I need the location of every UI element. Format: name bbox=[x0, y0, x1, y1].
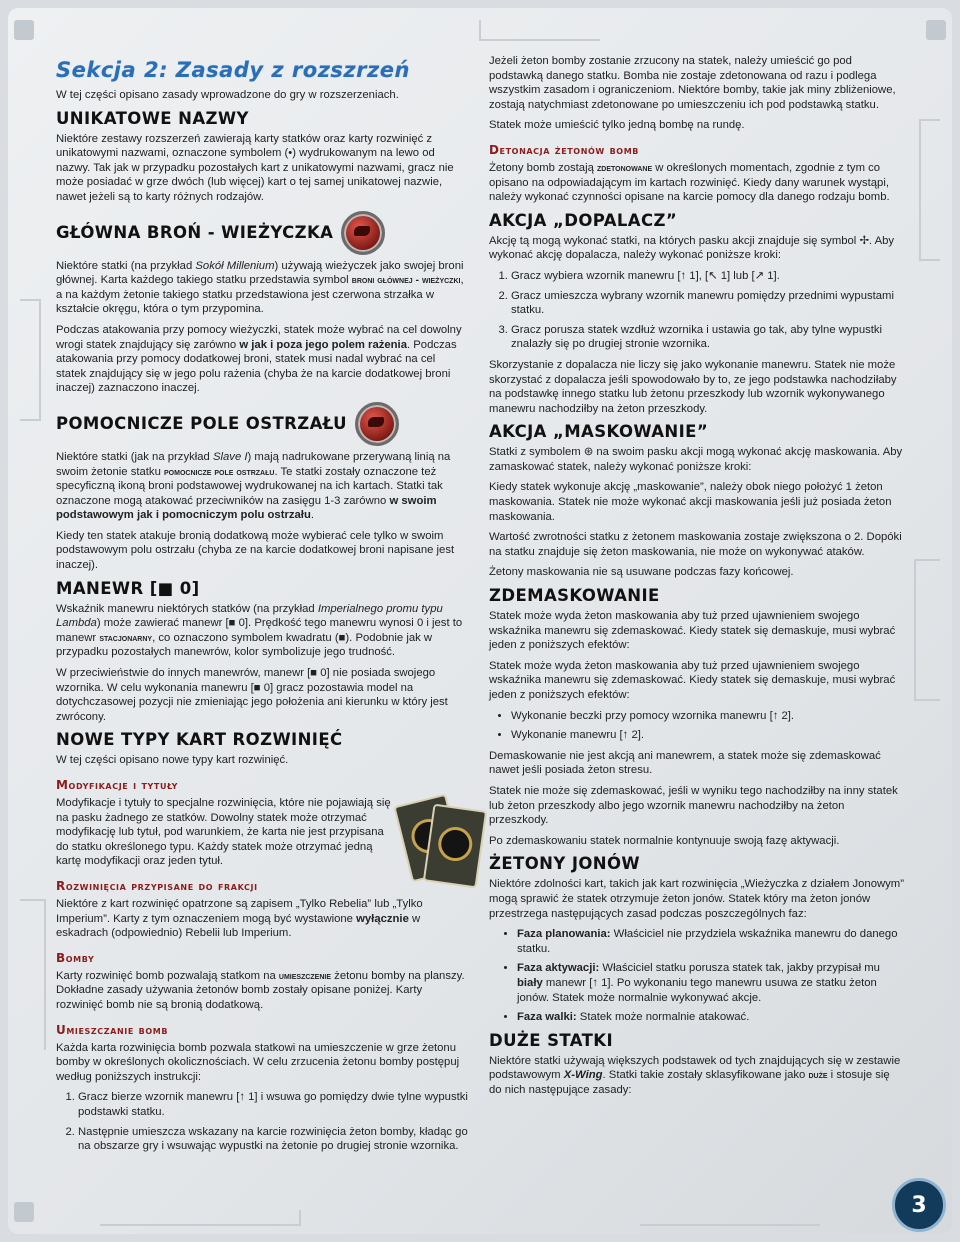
large-ships-heading: DUŻE STATKI bbox=[489, 1030, 614, 1050]
maneuver-heading: MANEWR [■ 0] bbox=[56, 578, 200, 598]
boost-heading: AKCJA „DOPALACZ” bbox=[489, 210, 678, 230]
decloak-options bbox=[489, 709, 904, 743]
placing-bombs-heading: Umieszczanie bomb bbox=[56, 1022, 169, 1037]
detonation-heading: Detonacja żetonów bomb bbox=[489, 142, 639, 157]
decloak-text-3: Demaskowanie nie jest akcją ani manewrem, a statek może się zdemaskować nawet jeśli posiada żeton stresu. bbox=[489, 749, 881, 777]
aux-arc-icon bbox=[355, 402, 399, 446]
new-cards-intro: W tej części opisano nowe typy kart rozwinięć. bbox=[56, 754, 289, 767]
left-column bbox=[56, 50, 468, 1160]
boost-text-1: Akcję tą mogą wykonać statki, na których pasku akcji znajduje się symbol ✢. Aby wykonać akcję dopalacza, należy wykonać poniższe kroki: bbox=[489, 234, 895, 262]
placing-bombs-steps bbox=[56, 1090, 468, 1153]
ion-text: Niektóre zdolności kart, takich jak kart rozwinięcia „Wieżyczka z działem Jonowym” mogą sprawić że statek otrzymuje żeton jonów. Statek który ma żeton jonów przestrzega następujących zasad podczas poszczególnych faz: bbox=[489, 878, 904, 920]
upgrade-cards-image bbox=[398, 793, 484, 888]
maneuver-text-1: Wskaźnik manewru niektórych statków (na przykład Imperialnego promu typu Lambda) może zawierać manewr [■ 0]. Prędkość tego manewru wynosi 0 i jest to manewr stacjonarny, co oznaczono symbolem kwadratu (■). Podobnie jak w przypadku pozostałych manewrów, kolor symbolizuje jego trudność. bbox=[56, 602, 463, 659]
section-title: Sekcja 2: Zasady z rozszrzeń bbox=[56, 58, 410, 82]
new-cards-heading: NOWE TYPY KART ROZWINIĘĆ bbox=[56, 730, 343, 750]
aux-arc-text-2: Kiedy ten statek atakuje bronią dodatkową może wybierać cele tylko w swoim podstawowym polu ostrzału (chyba ze na karcie dodatkowej broni napisane jest inaczej). bbox=[56, 529, 455, 572]
maneuver-text-2: W przeciwieństwie do innych manewrów, manewr [■ 0] nie posiada swojego wzornika. W celu wykonania manewru [■ 0] gracz pozostawia model na dotychczasowej pozycji nie zmieniając jego położenia ani kierunku w który jest zwrócony. bbox=[56, 667, 448, 723]
decloak-text-4: Statek nie może się zdemaskować, jeśli w wyniku tego nachodziłby na inny statek lub żeton przeszkody albo jego wzornik manewru nachodziłby na żeton przeszkody. bbox=[489, 784, 898, 827]
bombs-heading: Bomby bbox=[56, 950, 95, 965]
aux-arc-heading: POMOCNICZE POLE OSTRZAŁU bbox=[56, 402, 468, 446]
list-item: 2. Następnie umieszcza wskazany na karcie rozwinięcia żeton bomby, kładąc go na obszarze gry i wsuwając wypustki na żetonie po drugiej stronie wzornika. bbox=[78, 1125, 468, 1154]
faction-heading: Rozwinięcia przypisane do frakcji bbox=[56, 878, 258, 893]
bombs-continued-2: Statek może umieścić tylko jedną bombę na rundę. bbox=[489, 119, 745, 132]
bombs-continued-1: Jeżeli żeton bomby zostanie zrzucony na statek, należy umieścić go pod podstawką danego statku. Bomba nie zostaje zdetonowana od razu i podlega wszystkim zasadom i ograniczeniom. Niektóre bomby, takie jak miny zbliżeniowe, zostają natychmiast zdetonowane po umieszczeniu ich pod podstawką statku. bbox=[489, 55, 896, 111]
cloak-heading: AKCJA „MASKOWANIE” bbox=[489, 422, 709, 442]
decloak-heading: ZDEMASKOWANIE bbox=[489, 586, 660, 606]
ion-heading: ŻETONY JONÓW bbox=[489, 854, 641, 874]
placing-bombs-text: Każda karta rozwinięcia bomb pozwala statkowi na umieszczenie w grze żetonu bomby w określonych okolicznościach. W celu zrzucenia żetonu bomby postępuj według poniższych instrukcji: bbox=[56, 1041, 460, 1083]
aux-arc-text-1: Niektóre statki (jak na przykład Slave I) mają nadrukowane przerywaną linią na swoim żetonie statku pomocnicze pole ostrzału. Te statki zostały oznaczone też specyficzną ikoną broni podstawowej wydrukowanej na ich kartach. Statki tak oznaczone mogą atakować przeciwników na zasięgu 1-3 zarówno w swoim podstawowym jak i pomocniczym polu ostrzału. bbox=[56, 450, 451, 522]
unique-names-text: Niektóre zestawy rozszerzeń zawierają karty statków oraz karty rozwinięć z unikatowymi nazwami, oznaczone symbolem (•) wydrukowanym na lewo od nazwy. Tak jak w przypadku pozostałych kart z unikatowymi nazwami, gracz nie może posiadać w grze dwóch (lub więcej) kart o tej samej unikatowej nazwie, nawet jeżeli są to karty różnych rodzajów. bbox=[56, 132, 454, 203]
cloak-text-2: Kiedy statek wykonuje akcję „maskowanie”, należy obok niego położyć 1 żeton maskowania. Statek nie może wykonać akcji maskowania jeśli już posiada żeton maskowania. bbox=[489, 481, 892, 523]
cloak-text-4: Żetony maskowania nie są usuwane podczas fazy końcowej. bbox=[489, 566, 794, 579]
list-item: 1. Gracz wybiera wzornik manewru [↑ 1], [↖ 1] lub [↗ 1]. bbox=[511, 269, 904, 284]
faction-text: Niektóre z kart rozwinięć opatrzone są zapisem „Tylko Rebelia” lub „Tylko Imperium”. Karty z tym oznaczeniem mogą być wystawione wyłącznie w eskadrach (odpowiednio) Rebelii lub Imperium. bbox=[56, 897, 423, 940]
mods-text: Modyfikacje i tytuły to specjalne rozwinięcia, które nie pojawiają się na pasku żadnego ze statków. Dowolny statek może otrzymać modyfikację lub tytuł, pod warunkiem, że karta nie jest przypisana do statku określonego typu. Każdy statek może otrzymać jedną kartę modyfikacji oraz jeden tytuł. bbox=[56, 797, 391, 868]
list-item: • Faza walki: Statek może normalnie atakować. bbox=[517, 1010, 904, 1025]
cloak-text-1: Statki z symbolem ⊛ na swoim pasku akcji mogą wykonać akcję maskowania. Aby zamaskować statek, należy wykonać poniższe kroki: bbox=[489, 446, 903, 473]
ion-phases bbox=[489, 927, 904, 1025]
section-intro: W tej części opisano zasady wprowadzone do gry w rozszerzeniach. bbox=[56, 89, 399, 101]
list-item: • Wykonanie manewru [↑ 2]. bbox=[511, 728, 904, 743]
turret-weapon-icon bbox=[341, 211, 385, 255]
turret-text-2: Podczas atakowania przy pomocy wieżyczki, statek może wybrać na cel dowolny wrogi statek znajdujący się zarówno w jak i poza jego polem rażenia. Podczas atakowania przy pomocy dodatkowej broni, statek musi nadal wybrać na cel statek znajdujący się w jego polu rażenia (chyba że na karcie dodatkowej broni inaczej) zaznaczono inaczej. bbox=[56, 323, 462, 395]
detonation-text: Żetony bomb zostają zdetonowane w określonych momentach, zgodnie z tym co opisano na odpowiadającym im kartach rozwinięć. Kiedy dany warunek wystąpi, należy wykonać czynności opisane na karcie pomocy dla danego rodzaju bomb. bbox=[489, 161, 890, 204]
right-column bbox=[489, 54, 904, 1103]
decloak-text-2: Statek może wyda żeton maskowania aby tuż przed ujawnieniem swojego wskaźnika manewru się zdemaskować. Kiedy statek się demaskuje, musi wybrać jeden z poniższych efektów: bbox=[489, 659, 896, 701]
boost-steps bbox=[489, 269, 904, 352]
decloak-text-1: Statek może wyda żeton maskowania aby tuż przed ujawnieniem swojego wskaźnika manewru się zdemaskować. Kiedy statek się demaskuje, musi wybrać jeden z poniższych efektów: bbox=[489, 610, 896, 652]
mods-heading: Modyfikacje i tytuły bbox=[56, 778, 178, 792]
decloak-text-5: Po zdemaskowaniu statek normalnie kontynuuje swoją fazę aktywacji. bbox=[489, 834, 840, 847]
list-item: • Wykonanie beczki przy pomocy wzornika manewru [↑ 2]. bbox=[511, 709, 904, 724]
list-item: 3. Gracz porusza statek wzdłuż wzornika i ustawia go tak, aby tylne wypustki znalazły się po drugiej stronie wzornika. bbox=[511, 323, 904, 352]
list-item: 2. Gracz umieszcza wybrany wzornik manewru pomiędzy przednimi wypustami statku. bbox=[511, 289, 904, 318]
turret-heading: GŁÓWNA BROŃ - WIEŻYCZKA bbox=[56, 211, 468, 255]
cloak-text-3: Wartość zwrotności statku z żetonem maskowania zostaje zwiększona o 2. Dopóki na statku znajduje się żeton maskowania, nie może on wykonywać ataków. bbox=[489, 531, 902, 558]
page-number: 3 bbox=[892, 1178, 946, 1232]
unique-names-heading: UNIKATOWE NAZWY bbox=[56, 108, 249, 128]
list-item: • Faza planowania: Właściciel nie przydziela wskaźnika manewru do danego statku. bbox=[517, 927, 904, 956]
list-item: • Faza aktywacji: Właściciel statku porusza statek tak, jakby przypisał mu biały manewr [↑ 1]. Po wykonaniu tego manewru usuwa ze statku żeton jonów. Statek może normalnie wykonywać akcje. bbox=[517, 961, 904, 1005]
turret-text-1: Niektóre statki (na przykład Sokół Millenium) używają wieżyczek jako swojej broni głównej. Karta każdego takiego statku przedstawia symbol broni głównej - wieżyczki, a na każdym żetonie takiego statku przedstawiona jest czerwona strzałka w kształcie okręgu, która o tym przypomina. bbox=[56, 259, 464, 316]
large-ships-text: Niektóre statki używają większych podstawek od tych znajdujących się w zestawie podstawowym X-Wing. Statki takie zostały sklasyfikowane jako duże i stosuje się do nich następujące zasady: bbox=[489, 1054, 901, 1096]
boost-text-2: Skorzystanie z dopalacza nie liczy się jako wykonanie manewru. Statek nie może skorzystać z dopalacza jeśli spowodowało by to, ze jego podstawka nachodziłaby na podstawkę innego statku lub żetonu przeszkody lub wzornik wykonywanego manewru nachodziłby na żeton przeszkody. bbox=[489, 358, 897, 415]
bombs-text: Karty rozwinięć bomb pozwalają statkom na umieszczenie żetonu bomby na planszy. Dokładne zasady używania żetonów bomb zostały opisane poniżej. Karty rozwinięć bomb nie są bronią dodatkową. bbox=[56, 969, 465, 1011]
card-back bbox=[423, 804, 487, 889]
list-item: 1. Gracz bierze wzornik manewru [↑ 1] i wsuwa go pomiędzy dwie tylne wypustki podstawki statku. bbox=[78, 1090, 468, 1119]
